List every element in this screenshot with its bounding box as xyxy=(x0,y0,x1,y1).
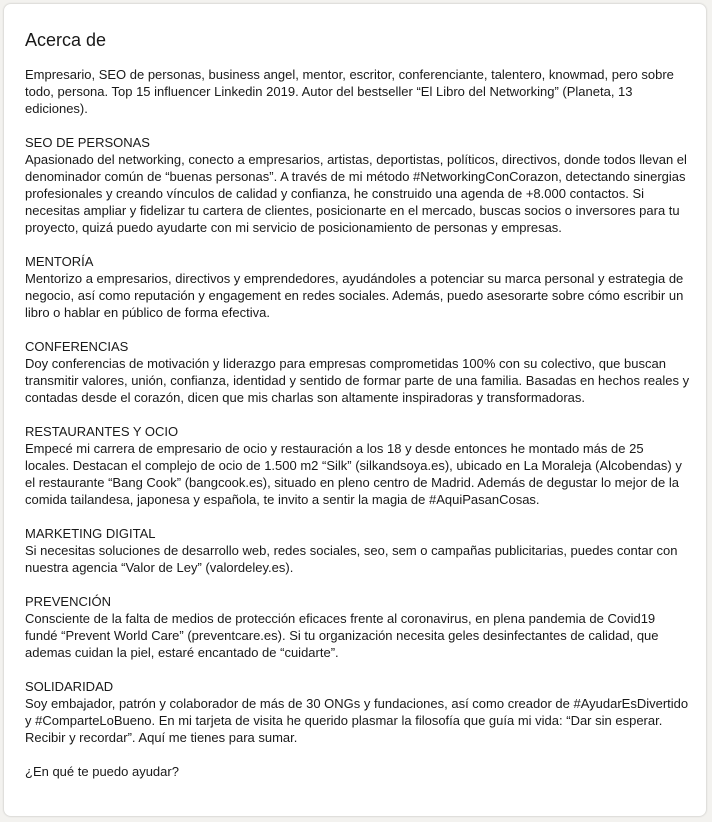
section-heading: SOLIDARIDAD xyxy=(25,679,114,694)
section-text: Soy embajador, patrón y colaborador de más de 30 ONGs y fundaciones, así como creador de #AyudarEsDivertido y #ComparteLoBueno. En mi tarjeta de visita he querido plasmar la filosofía que guía mi vida: “Dar sin esperar. Recibir y recordar”. Aquí me tienes para sumar. xyxy=(25,696,689,745)
section-heading: SEO DE PERSONAS xyxy=(25,135,150,150)
section-text: Consciente de la falta de medios de protección eficaces frente al coronavirus, en plena pandemia de Covid19 fundé “Prevent World Care” (preventcare.es). Si tu organización necesita geles desinfectantes de calidad, que ademas cuidan la piel, estaré encantado de “cuidarte”. xyxy=(25,611,659,660)
section-marketing-digital xyxy=(25,525,690,576)
section-heading: MENTORÍA xyxy=(25,254,94,269)
section-heading: MARKETING DIGITAL xyxy=(25,526,156,541)
about-title: Acerca de xyxy=(25,30,107,50)
section-conferencias xyxy=(25,338,690,406)
section-text: Si necesitas soluciones de desarrollo web, redes sociales, seo, sem o campañas publicitarias, puedes contar con nuestra agencia “Valor de Ley” (valordeley.es). xyxy=(25,543,678,575)
section-seo-de-personas xyxy=(25,134,690,236)
section-mentoria xyxy=(25,253,690,321)
section-text: Empecé mi carrera de empresario de ocio y restauración a los 18 y desde entonces he montado más de 25 locales. Destacan el complejo de ocio de 1.500 m2 “Silk” (silkandsoya.es), ubicado en La Moraleja (Alcobendas) y el restaurante “Bang Cook” (bangcook.es), situado en pleno centro de Madrid. Además de degustar lo mejor de la comida tailandesa, japonesa y española, te invito a sentir la magia de #AquiPasanCosas. xyxy=(25,441,682,507)
section-text: Doy conferencias de motivación y liderazgo para empresas comprometidas 100% con su colectivo, que buscan transmitir valores, unión, confianza, identidad y sentido de formar parte de una familia. Basadas en hechos reales y contadas desde el corazón, dicen que mis charlas son altamente inspiradoras y transformadoras. xyxy=(25,356,690,405)
section-prevencion xyxy=(25,593,690,661)
section-text: Apasionado del networking, conecto a empresarios, artistas, deportistas, políticos, directivos, donde todos llevan el denominador común de “buenas personas”. A través de mi método #NetworkingConCorazon, detectando sinergias profesionales y creando vínculos de calidad y confianza, he construido una agenda de +8.000 contactos. Si necesitas ampliar y fidelizar tu cartera de clientes, posicionarte en el mercado, buscas socios o inversores para tu proyecto, quizá puedo ayudarte con mi servicio de posicionamiento de personas y empresas. xyxy=(25,152,687,235)
section-heading: RESTAURANTES Y OCIO xyxy=(25,424,179,439)
section-solidaridad xyxy=(25,678,690,746)
section-text: Mentorizo a empresarios, directivos y emprendedores, ayudándoles a potenciar su marca personal y estrategia de negocio, así como reputación y engagement en redes sociales. Además, puedo asesorarte sobre cómo escribir un libro o hablar en público de forma efectiva. xyxy=(25,271,684,320)
section-heading: PREVENCIÓN xyxy=(25,594,111,609)
about-card xyxy=(3,3,707,817)
section-restaurantes-y-ocio xyxy=(25,423,690,508)
about-closing: ¿En qué te puedo ayudar? xyxy=(25,764,179,779)
about-intro: Empresario, SEO de personas, business angel, mentor, escritor, conferenciante, talentero, knowmad, pero sobre todo, persona. Top 15 influencer Linkedin 2019. Autor del bestseller “El Libro del Networking” (Planeta, 13 ediciones). xyxy=(25,67,674,116)
about-body xyxy=(25,66,690,780)
section-heading: CONFERENCIAS xyxy=(25,339,129,354)
